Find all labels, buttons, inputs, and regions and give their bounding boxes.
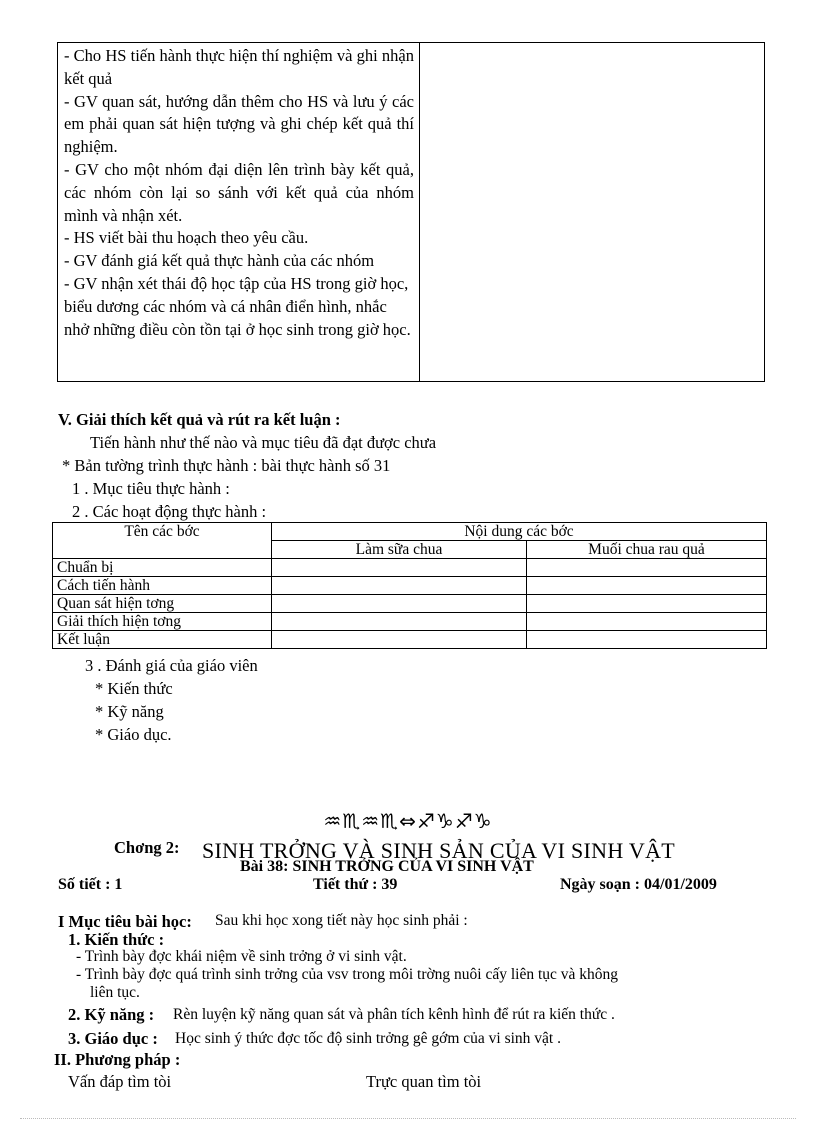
- section-v-line: * Bản tường trình thực hành : bài thực hành số 31: [62, 456, 391, 475]
- header-cell: Làm sữa chua: [272, 541, 527, 559]
- evaluation-title: 3 . Đánh giá của giáo viên: [85, 656, 258, 675]
- edu-text: Học sinh ý thức đợc tốc độ sinh trởng gê gớm của vi sinh vật .: [175, 1030, 561, 1047]
- evaluation-item: * Kỹ năng: [95, 702, 164, 721]
- header-cell: Tên các bớc: [53, 523, 272, 559]
- row-label: Kết luận: [53, 631, 272, 649]
- knowledge-heading: 1. Kiến thức :: [68, 930, 165, 949]
- header-cell: Nội dung các bớc: [272, 523, 767, 541]
- section-v-line: 1 . Mục tiêu thực hành :: [72, 479, 230, 498]
- empty-cell: [527, 595, 767, 613]
- empty-cell: [527, 613, 767, 631]
- empty-cell: [272, 631, 527, 649]
- empty-cell: [272, 559, 527, 577]
- activity-left-cell: [64, 45, 414, 341]
- row-label: Giải thích hiện tơng: [53, 613, 272, 631]
- report-table: [52, 522, 767, 649]
- evaluation-item: * Giáo dục.: [95, 725, 172, 744]
- knowledge-item: - Trình bày đợc khái niệm về sinh trởng ở vi sinh vật.: [76, 948, 407, 965]
- row-label: Cách tiến hành: [53, 577, 272, 595]
- method-item: Vấn đáp tìm tòi: [68, 1072, 172, 1091]
- table-row: [53, 631, 767, 649]
- empty-cell: [527, 559, 767, 577]
- method-heading: II. Phương pháp :: [54, 1050, 181, 1069]
- objectives-heading: I Mục tiêu bài học:: [58, 912, 192, 931]
- chapter-label: Chơng 2:: [114, 838, 180, 857]
- table-row: [53, 613, 767, 631]
- row-label: Quan sát hiện tơng: [53, 595, 272, 613]
- activity-table: [57, 42, 765, 382]
- skill-text: Rèn luyện kỹ năng quan sát và phân tích kênh hình để rút ra kiến thức .: [173, 1006, 615, 1023]
- empty-cell: [527, 631, 767, 649]
- row-label: Chuẩn bị: [53, 559, 272, 577]
- table-row: [53, 577, 767, 595]
- section-v-line: Tiến hành như thế nào và mục tiêu đã đạt được chưa: [90, 433, 437, 452]
- activity-paragraph: - Cho HS tiến hành thực hiện thí nghiệm và ghi nhận kết quả: [64, 46, 414, 88]
- knowledge-item-cont: liên tục.: [90, 984, 140, 1001]
- table-row: [53, 559, 767, 577]
- table-row: [53, 595, 767, 613]
- empty-cell: [527, 577, 767, 595]
- method-item: Trực quan tìm tòi: [366, 1072, 482, 1091]
- activity-paragraph: - GV cho một nhóm đại diện lên trình bày kết quả, các nhóm còn lại so sánh với kết quả của nhóm mình và nhận xét.: [64, 159, 414, 225]
- skill-heading: 2. Kỹ năng :: [68, 1005, 155, 1024]
- section-v-heading: V. Giải thích kết quả và rút ra kết luận :: [58, 410, 341, 429]
- empty-cell: [272, 613, 527, 631]
- tiet-thu: Tiết thứ : 39: [313, 876, 398, 893]
- empty-cell: [272, 595, 527, 613]
- header-cell: Muối chua rau quả: [527, 541, 767, 559]
- ornament-divider: ♒♏♒♏⇔♐♑♐♑: [323, 809, 493, 833]
- ngay-soan: Ngày soạn : 04/01/2009: [560, 876, 717, 893]
- chapter-title: SINH TRỞNG VÀ SINH SẢN CỦA VI SINH VẬT: [202, 838, 676, 863]
- empty-cell: [272, 577, 527, 595]
- objectives-intro: Sau khi học xong tiết này học sinh phải :: [215, 912, 468, 929]
- page-bottom-border: [20, 1118, 796, 1119]
- knowledge-item: - Trình bày đợc quá trình sinh trởng của vsv trong môi trờng nuôi cấy liên tục và không: [76, 966, 619, 983]
- so-tiet: Số tiết : 1: [58, 876, 123, 893]
- column-divider: [419, 43, 420, 381]
- edu-heading: 3. Giáo dục :: [68, 1029, 158, 1048]
- section-v-line: 2 . Các hoạt động thực hành :: [72, 502, 267, 521]
- activity-paragraph: - GV đánh giá kết quả thực hành của các nhóm: [64, 251, 375, 271]
- activity-paragraph: - GV nhận xét thái độ học tập của HS trong giờ học, biểu dương các nhóm và cá nhân điển hình, nhắc nhở những điều còn tồn tại ở học sinh trong giờ học.: [64, 273, 411, 339]
- activity-paragraph: - HS viết bài thu hoạch theo yêu cầu.: [64, 228, 309, 248]
- lesson-title: Bài 38: SINH TRỞNG CỦA VI SINH VẬT: [240, 858, 534, 875]
- activity-paragraph: - GV quan sát, hướng dẫn thêm cho HS và lưu ý các em phải quan sát hiện tượng và ghi chép kết quả thí nghiệm.: [64, 91, 414, 157]
- evaluation-item: * Kiến thức: [95, 679, 173, 698]
